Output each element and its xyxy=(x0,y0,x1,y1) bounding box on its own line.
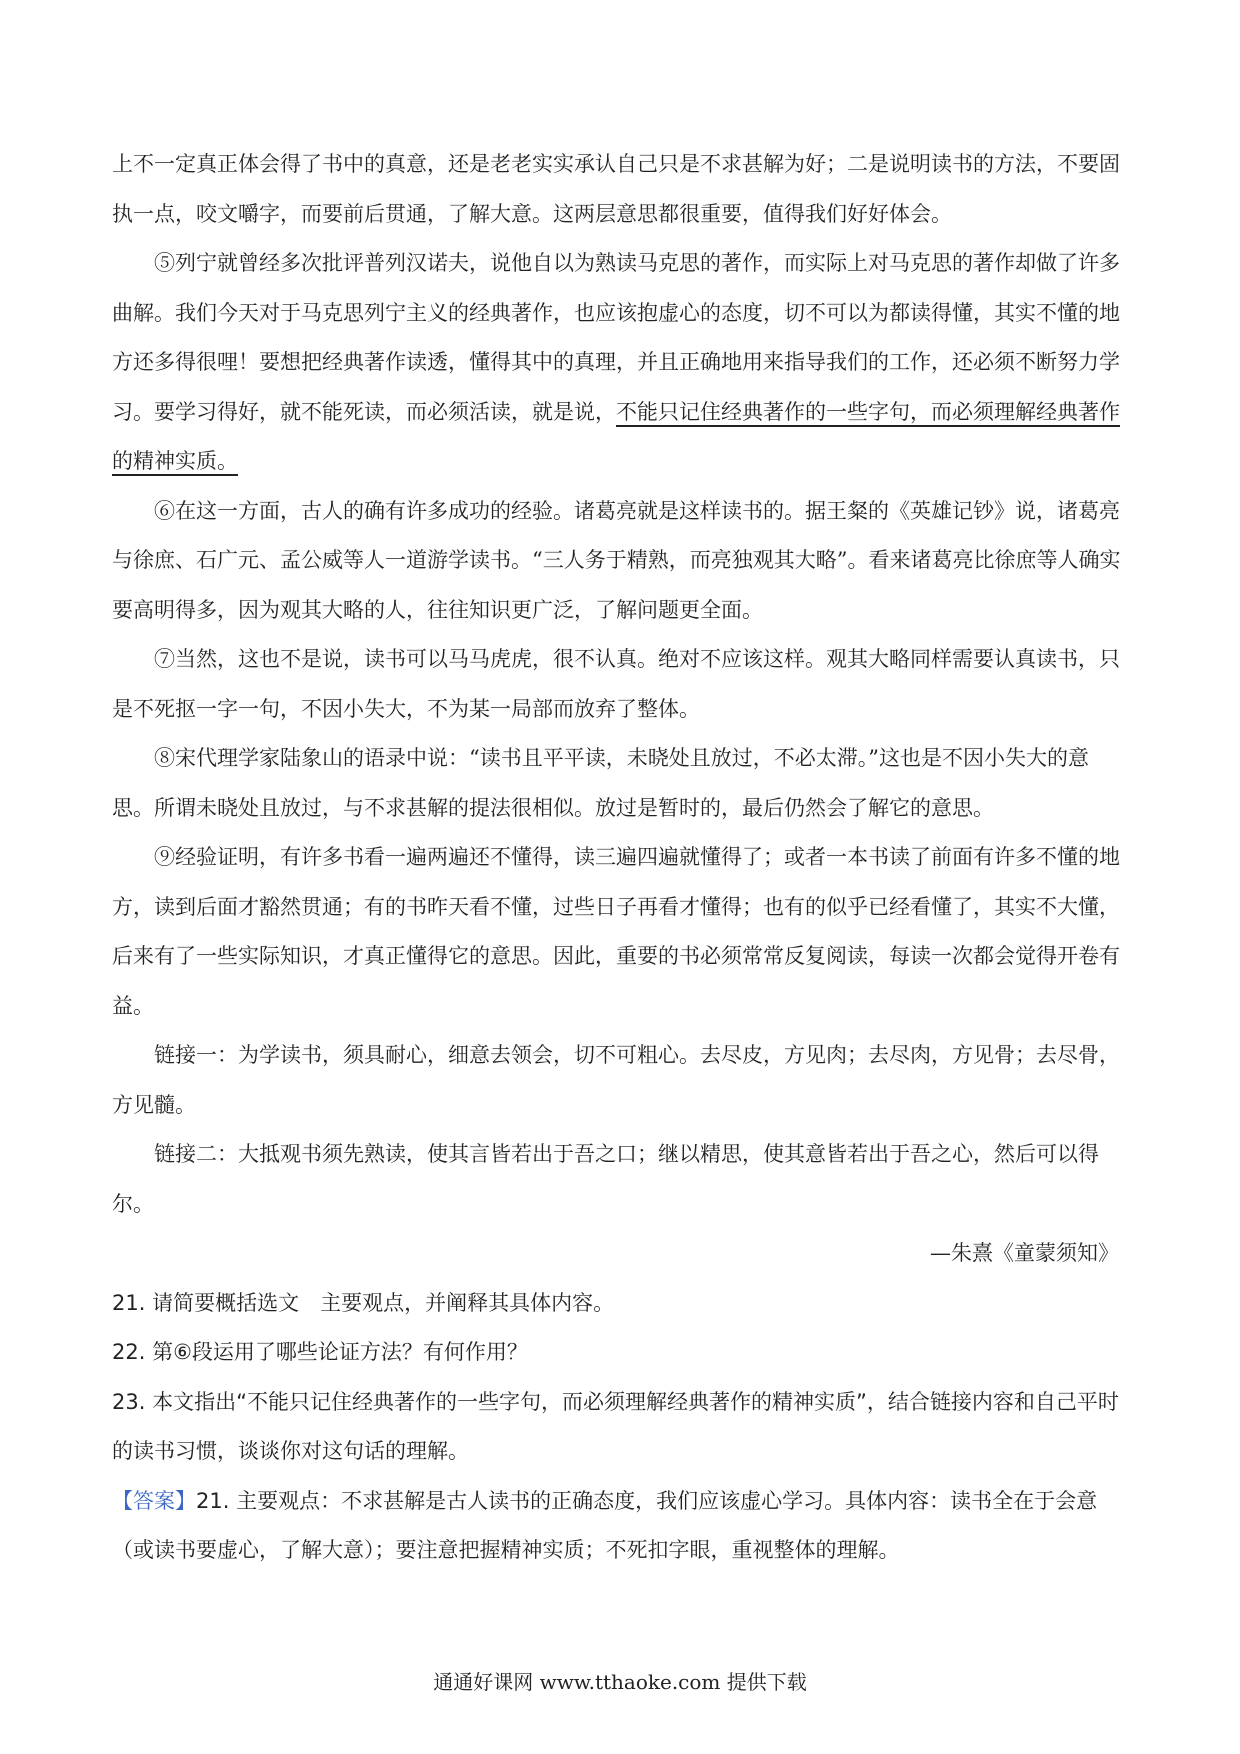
document-body xyxy=(112,140,1127,1576)
answer-tag: 【答案】 xyxy=(112,1488,196,1513)
paragraph-8: ⑧宋代理学家陆象山的语录中说：“读书且平平读，未晓处且放过，不必太滞。”这也是不因小失大的意思。所谓未晓处且放过，与不求甚解的提法很相似。放过是暂时的，最后仍然会了解它的意思。 xyxy=(112,746,1089,820)
link-one: 链接一：为学读书，须具耐心，细意去领会，切不可粗心。去尽皮，方见肉；去尽肉，方见骨；去尽骨，方见髓。 xyxy=(112,1043,1120,1117)
paragraph-continued: 上不一定真正体会得了书中的真意，还是老老实实承认自己只是不求甚解为好；二是说明读书的方法，不要固执一点，咬文嚼字，而要前后贯通，了解大意。这两层意思都很重要，值得我们好好体会。 xyxy=(112,152,1120,226)
footer-watermark: 通通好课网 www.tthaoke.com 提供下载 xyxy=(433,1670,807,1694)
paragraph-7: ⑦当然，这也不是说，读书可以马马虎虎，很不认真。绝对不应该这样。观其大略同样需要认真读书，只是不死抠一字一句，不因小失大，不为某一局部而放弃了整体。 xyxy=(112,647,1120,721)
answer-text: 21. 主要观点：不求甚解是古人读书的正确态度，我们应该虚心学习。具体内容：读书全在于会意（或读书要虚心，了解大意）；要注意把握精神实质；不死扣字眼，重视整体的理解。 xyxy=(112,1488,1098,1562)
underlined-sentence: 不能只记住经典著作的一些字句，而必须理解经典著作的精神实质。 xyxy=(112,399,1120,473)
question-22: 22. 第⑥段运用了哪些论证方法？有何作用？ xyxy=(112,1340,528,1364)
paragraph-9: ⑨经验证明，有许多书看一遍两遍还不懂得，读三遍四遍就懂得了；或者一本书读了前面有许多不懂的地方，读到后面才豁然贯通；有的书昨天看不懂，过些日子再看才懂得；也有的似乎已经看懂了，其实不大懂，后来有了一些实际知识，才真正懂得它的意思。因此，重要的书必须常常反复阅读，每读一次都会觉得开卷有益。 xyxy=(112,845,1120,1018)
link-two: 链接二：大抵观书须先熟读，使其言皆若出于吾之口；继以精思，使其意皆若出于吾之心，然后可以得尔。 xyxy=(112,1142,1099,1216)
attribution: —朱熹《童蒙须知》 xyxy=(930,1241,1119,1265)
paragraph-5-text: ⑤列宁就曾经多次批评普列汉诺夫，说他自以为熟读马克思的著作，而实际上对马克思的著作却做了许多曲解。我们今天对于马克思列宁主义的经典著作，也应该抱虚心的态度，切不可以为都读得懂，其实不懂的地方还多得很哩！要想把经典著作读透，懂得其中的真理，并且正确地用来指导我们的工作，还必须不断努力学习。要学习得好，就不能死读，而必须活读，就是说， xyxy=(112,251,1120,424)
question-21: 21. 请简要概括选文 主要观点，并阐释其具体内容。 xyxy=(112,1290,615,1315)
paragraph-6: ⑥在这一方面，古人的确有许多成功的经验。诸葛亮就是这样读书的。据王粲的《英雄记钞》说，诸葛亮与徐庶、石广元、孟公威等人一道游学读书。“三人务于精熟，而亮独观其大略”。看来诸葛亮比徐庶等人确实要高明得多，因为观其大略的人，往往知识更广泛，了解问题更全面。 xyxy=(112,498,1121,622)
answer xyxy=(112,1477,1127,1576)
paragraph-5 xyxy=(112,239,1127,487)
question-23: 23. 本文指出“不能只记住经典著作的一些字句，而必须理解经典著作的精神实质”，结合链接内容和自己平时的读书习惯，谈谈你对这句话的理解。 xyxy=(112,1389,1119,1463)
